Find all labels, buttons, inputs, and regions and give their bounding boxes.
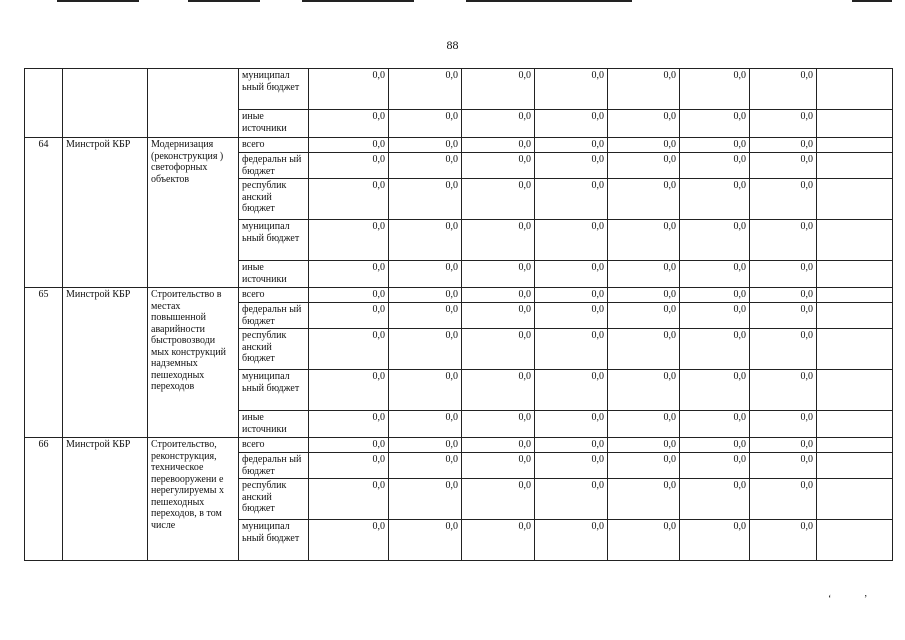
value-cell: 0,0	[389, 138, 462, 153]
funding-source-cell: федеральн ый бюджет	[239, 303, 309, 329]
value-cell: 0,0	[309, 438, 389, 453]
value-cell: 0,0	[680, 303, 750, 329]
value-cell: 0,0	[309, 69, 389, 110]
empty-cell	[817, 479, 893, 520]
value-cell: 0,0	[750, 479, 817, 520]
value-cell: 0,0	[309, 329, 389, 370]
value-cell: 0,0	[535, 329, 608, 370]
value-cell: 0,0	[309, 110, 389, 138]
empty-cell	[817, 303, 893, 329]
value-cell: 0,0	[535, 303, 608, 329]
value-cell: 0,0	[750, 179, 817, 220]
value-cell: 0,0	[462, 69, 535, 110]
funding-source-cell: муниципал ьный бюджет	[239, 520, 309, 561]
empty-cell	[817, 453, 893, 479]
value-cell: 0,0	[680, 438, 750, 453]
value-cell: 0,0	[389, 69, 462, 110]
value-cell: 0,0	[462, 329, 535, 370]
value-cell: 0,0	[750, 453, 817, 479]
empty-cell	[817, 179, 893, 220]
header-rule	[466, 0, 632, 2]
value-cell: 0,0	[680, 329, 750, 370]
value-cell: 0,0	[608, 153, 680, 179]
table-body	[25, 69, 893, 561]
measure-name-cell: Строительство в местах повышенной аварийности быстровозводи мых конструкций надземных пешеходных переходов	[148, 288, 239, 438]
value-cell: 0,0	[462, 138, 535, 153]
funding-source-cell: республик анский бюджет	[239, 329, 309, 370]
value-cell: 0,0	[608, 261, 680, 288]
value-cell: 0,0	[462, 303, 535, 329]
value-cell: 0,0	[309, 303, 389, 329]
value-cell: 0,0	[462, 479, 535, 520]
value-cell: 0,0	[608, 69, 680, 110]
value-cell: 0,0	[389, 479, 462, 520]
empty-cell	[817, 438, 893, 453]
funding-source-cell: иные источники	[239, 110, 309, 138]
funding-source-cell: всего	[239, 138, 309, 153]
value-cell: 0,0	[608, 329, 680, 370]
value-cell: 0,0	[608, 453, 680, 479]
value-cell: 0,0	[608, 288, 680, 303]
value-cell: 0,0	[680, 288, 750, 303]
empty-cell	[817, 411, 893, 438]
value-cell: 0,0	[680, 370, 750, 411]
value-cell: 0,0	[462, 288, 535, 303]
empty-cell	[817, 220, 893, 261]
empty-cell	[817, 153, 893, 179]
value-cell: 0,0	[608, 479, 680, 520]
value-cell: 0,0	[309, 153, 389, 179]
measure-name-cell: Строительство, реконструкция, техническое перевооружени е нерегулируемы х пешеходных переходов, в том числе	[148, 438, 239, 561]
value-cell: 0,0	[535, 438, 608, 453]
value-cell: 0,0	[608, 520, 680, 561]
value-cell: 0,0	[389, 329, 462, 370]
empty-cell	[817, 370, 893, 411]
funding-source-cell: муниципал ьный бюджет	[239, 69, 309, 110]
header-rule	[188, 0, 260, 2]
value-cell: 0,0	[389, 520, 462, 561]
value-cell: 0,0	[535, 220, 608, 261]
value-cell: 0,0	[535, 520, 608, 561]
empty-cell	[817, 288, 893, 303]
value-cell: 0,0	[608, 220, 680, 261]
funding-source-cell: муниципал ьный бюджет	[239, 220, 309, 261]
value-cell: 0,0	[309, 261, 389, 288]
value-cell: 0,0	[535, 288, 608, 303]
value-cell: 0,0	[535, 153, 608, 179]
value-cell: 0,0	[608, 110, 680, 138]
value-cell: 0,0	[608, 411, 680, 438]
value-cell: 0,0	[750, 329, 817, 370]
value-cell: 0,0	[535, 370, 608, 411]
value-cell: 0,0	[309, 453, 389, 479]
value-cell: 0,0	[750, 69, 817, 110]
name-cell	[148, 69, 239, 138]
funding-source-cell: федеральн ый бюджет	[239, 153, 309, 179]
value-cell: 0,0	[389, 110, 462, 138]
value-cell: 0,0	[309, 370, 389, 411]
value-cell: 0,0	[750, 110, 817, 138]
number-cell	[25, 69, 63, 138]
value-cell: 0,0	[608, 370, 680, 411]
value-cell: 0,0	[535, 69, 608, 110]
value-cell: 0,0	[389, 288, 462, 303]
value-cell: 0,0	[750, 220, 817, 261]
funding-source-cell: федеральн ый бюджет	[239, 453, 309, 479]
value-cell: 0,0	[389, 303, 462, 329]
empty-cell	[817, 520, 893, 561]
value-cell: 0,0	[462, 261, 535, 288]
value-cell: 0,0	[680, 110, 750, 138]
value-cell: 0,0	[462, 453, 535, 479]
value-cell: 0,0	[462, 411, 535, 438]
value-cell: 0,0	[462, 220, 535, 261]
value-cell: 0,0	[535, 179, 608, 220]
executor-cell: Минстрой КБР	[63, 288, 148, 438]
value-cell: 0,0	[750, 370, 817, 411]
page-number: 88	[446, 38, 459, 52]
value-cell: 0,0	[462, 520, 535, 561]
value-cell: 0,0	[462, 179, 535, 220]
value-cell: 0,0	[309, 179, 389, 220]
scan-mark: ‘	[828, 594, 832, 605]
funding-source-cell: иные источники	[239, 411, 309, 438]
value-cell: 0,0	[750, 438, 817, 453]
funding-source-cell: иные источники	[239, 261, 309, 288]
value-cell: 0,0	[309, 520, 389, 561]
executor-cell	[63, 69, 148, 138]
value-cell: 0,0	[680, 261, 750, 288]
value-cell: 0,0	[535, 453, 608, 479]
header-rule	[852, 0, 892, 2]
value-cell: 0,0	[309, 138, 389, 153]
executor-cell: Минстрой КБР	[63, 138, 148, 288]
value-cell: 0,0	[309, 288, 389, 303]
value-cell: 0,0	[680, 479, 750, 520]
measure-name-cell: Модернизация (реконструкция ) светофорных объектов	[148, 138, 239, 288]
header-rule	[57, 0, 139, 2]
value-cell: 0,0	[750, 520, 817, 561]
executor-cell: Минстрой КБР	[63, 438, 148, 561]
table-row	[25, 288, 893, 303]
value-cell: 0,0	[462, 370, 535, 411]
value-cell: 0,0	[389, 411, 462, 438]
value-cell: 0,0	[750, 288, 817, 303]
table-row	[25, 138, 893, 153]
value-cell: 0,0	[608, 179, 680, 220]
value-cell: 0,0	[750, 138, 817, 153]
budget-table	[24, 68, 893, 561]
funding-source-cell: всего	[239, 438, 309, 453]
table-row	[25, 69, 893, 110]
item-number: 66	[25, 438, 63, 561]
empty-cell	[817, 329, 893, 370]
value-cell: 0,0	[608, 138, 680, 153]
value-cell: 0,0	[680, 138, 750, 153]
value-cell: 0,0	[680, 520, 750, 561]
value-cell: 0,0	[535, 138, 608, 153]
scan-mark: ’	[864, 594, 868, 605]
value-cell: 0,0	[680, 153, 750, 179]
value-cell: 0,0	[608, 438, 680, 453]
empty-cell	[817, 138, 893, 153]
value-cell: 0,0	[680, 453, 750, 479]
value-cell: 0,0	[680, 69, 750, 110]
item-number: 64	[25, 138, 63, 288]
funding-source-cell: всего	[239, 288, 309, 303]
value-cell: 0,0	[750, 303, 817, 329]
value-cell: 0,0	[462, 438, 535, 453]
value-cell: 0,0	[680, 179, 750, 220]
value-cell: 0,0	[680, 220, 750, 261]
empty-cell	[817, 110, 893, 138]
funding-source-cell: муниципал ьный бюджет	[239, 370, 309, 411]
empty-cell	[817, 261, 893, 288]
value-cell: 0,0	[389, 220, 462, 261]
funding-source-cell: республик анский бюджет	[239, 479, 309, 520]
value-cell: 0,0	[535, 261, 608, 288]
value-cell: 0,0	[389, 179, 462, 220]
empty-cell	[817, 69, 893, 110]
value-cell: 0,0	[535, 479, 608, 520]
funding-source-cell: республик анский бюджет	[239, 179, 309, 220]
table-row	[25, 438, 893, 453]
value-cell: 0,0	[608, 303, 680, 329]
value-cell: 0,0	[389, 438, 462, 453]
value-cell: 0,0	[389, 370, 462, 411]
value-cell: 0,0	[309, 411, 389, 438]
value-cell: 0,0	[309, 220, 389, 261]
header-rule	[302, 0, 414, 2]
value-cell: 0,0	[389, 261, 462, 288]
value-cell: 0,0	[750, 411, 817, 438]
value-cell: 0,0	[462, 153, 535, 179]
value-cell: 0,0	[389, 453, 462, 479]
value-cell: 0,0	[535, 110, 608, 138]
value-cell: 0,0	[309, 479, 389, 520]
value-cell: 0,0	[750, 261, 817, 288]
item-number: 65	[25, 288, 63, 438]
value-cell: 0,0	[680, 411, 750, 438]
value-cell: 0,0	[462, 110, 535, 138]
value-cell: 0,0	[750, 153, 817, 179]
value-cell: 0,0	[535, 411, 608, 438]
value-cell: 0,0	[389, 153, 462, 179]
